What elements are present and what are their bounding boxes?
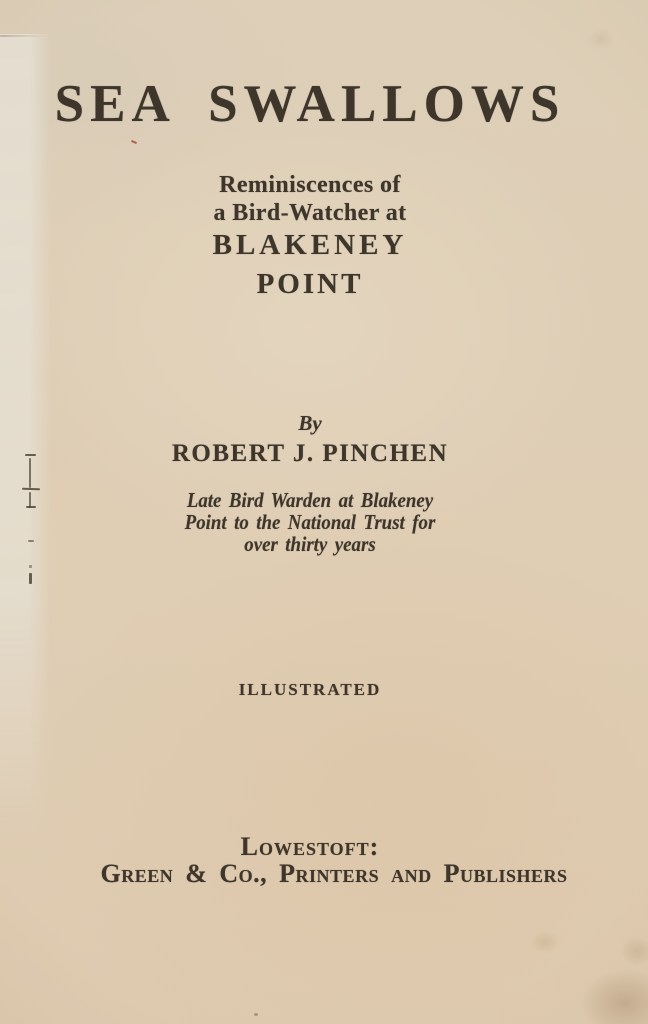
author-name: ROBERT J. PINCHEN bbox=[171, 440, 449, 467]
illustrated-label: ILLUSTRATED bbox=[238, 680, 382, 699]
foxing-stain bbox=[620, 936, 648, 966]
imprint-publisher: Green & Co., Printers and Publishers bbox=[100, 859, 568, 888]
author-note-line-3: over thirty years bbox=[244, 532, 376, 556]
subtitle-line-2: a Bird-Watcher at bbox=[213, 200, 407, 226]
imprint-place: Lowestoft: bbox=[240, 832, 380, 861]
foxing-stain bbox=[588, 28, 614, 50]
author-note-line-2: Point to the National Trust for bbox=[184, 510, 436, 534]
foxing-stain bbox=[580, 968, 648, 1024]
author-note-line-1: Late Bird Warden at Blakeney bbox=[186, 488, 434, 512]
ink-speck bbox=[254, 1013, 258, 1016]
stitch-mark bbox=[29, 573, 32, 584]
stitch-mark bbox=[29, 565, 32, 568]
byline-label: By bbox=[298, 411, 322, 435]
crease-line bbox=[0, 35, 46, 37]
subtitle-line-3: BLAKENEY bbox=[212, 229, 408, 261]
author-note bbox=[6, 489, 614, 555]
red-speck bbox=[131, 140, 137, 144]
book-title: SEA SWALLOWS bbox=[54, 75, 566, 133]
subtitle-line-1: Reminiscences of bbox=[219, 172, 401, 198]
subtitle-line-4: POINT bbox=[256, 268, 364, 300]
foxing-stain bbox=[530, 930, 560, 954]
